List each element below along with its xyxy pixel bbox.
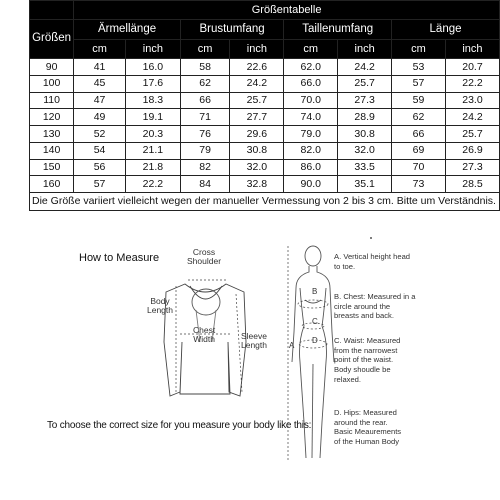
value-cell: 66.0	[284, 75, 338, 92]
size-cell: 90	[30, 59, 74, 76]
table-unit-row	[30, 40, 500, 59]
figure-letter-c: C	[312, 317, 318, 326]
value-cell: 22.2	[125, 176, 180, 193]
size-chart-table	[29, 0, 500, 211]
value-cell: 41	[74, 59, 126, 76]
value-cell: 28.5	[445, 176, 499, 193]
value-cell: 21.1	[125, 142, 180, 159]
value-cell: 52	[74, 126, 126, 143]
value-cell: 70.0	[284, 92, 338, 109]
value-cell: 27.3	[338, 92, 392, 109]
legend-letter: A.	[334, 252, 342, 261]
value-cell: 90.0	[284, 176, 338, 193]
body-length-text: Body Length	[147, 296, 173, 315]
value-cell: 57	[392, 75, 446, 92]
value-cell: 16.0	[125, 59, 180, 76]
value-cell: 70	[392, 159, 446, 176]
value-cell: 27.3	[445, 159, 499, 176]
value-cell: 66	[180, 92, 230, 109]
group-header-length: Länge	[392, 20, 500, 40]
legend-item-b	[334, 292, 444, 321]
legend-letter: C.	[334, 336, 342, 345]
table-row	[30, 109, 500, 126]
value-cell: 74.0	[284, 109, 338, 126]
value-cell: 19.1	[125, 109, 180, 126]
value-cell: 25.7	[230, 92, 284, 109]
legend-item-c	[334, 336, 444, 385]
value-cell: 69	[392, 142, 446, 159]
unit-header: cm	[180, 40, 230, 59]
chest-width-text: Chest Width	[193, 325, 216, 344]
size-cell: 130	[30, 126, 74, 143]
value-cell: 17.6	[125, 75, 180, 92]
value-cell: 45	[74, 75, 126, 92]
figure-letter-a: A	[289, 341, 295, 350]
how-to-measure-title: How to Measure	[79, 252, 160, 264]
legend-item-d	[334, 408, 444, 447]
figure-letter-d: D	[312, 336, 318, 345]
value-cell: 20.7	[445, 59, 499, 76]
value-cell: 30.8	[338, 126, 392, 143]
value-cell: 32.0	[338, 142, 392, 159]
table-row	[30, 75, 500, 92]
size-cell: 150	[30, 159, 74, 176]
value-cell: 56	[74, 159, 126, 176]
table-body	[30, 59, 500, 193]
size-cell: 160	[30, 176, 74, 193]
value-cell: 62	[392, 109, 446, 126]
value-cell: 49	[74, 109, 126, 126]
value-cell: 33.5	[338, 159, 392, 176]
unit-header: inch	[445, 40, 499, 59]
table-group-header-row	[30, 20, 500, 40]
note-row	[30, 193, 500, 211]
value-cell: 73	[392, 176, 446, 193]
value-cell: 18.3	[125, 92, 180, 109]
value-cell: 24.2	[445, 109, 499, 126]
value-cell: 82.0	[284, 142, 338, 159]
table-row	[30, 159, 500, 176]
legend-text: Hips: Measured around the rear. Basic Meaurements of the Human Body	[334, 408, 402, 447]
value-cell: 24.2	[338, 59, 392, 76]
value-cell: 29.6	[230, 126, 284, 143]
value-cell: 26.9	[445, 142, 499, 159]
group-header-sleeve: Ärmellänge	[74, 20, 181, 40]
value-cell: 79.0	[284, 126, 338, 143]
value-cell: 20.3	[125, 126, 180, 143]
value-cell: 32.8	[230, 176, 284, 193]
value-cell: 22.2	[445, 75, 499, 92]
size-cell: 120	[30, 109, 74, 126]
value-cell: 71	[180, 109, 230, 126]
legend-text: Vertical height head to toe.	[334, 252, 411, 271]
value-cell: 53	[392, 59, 446, 76]
group-header-chest: Brustumfang	[180, 20, 283, 40]
legend-letter: D.	[334, 408, 342, 417]
value-cell: 54	[74, 142, 126, 159]
table-title: Größentabelle	[74, 1, 500, 20]
value-cell: 24.2	[230, 75, 284, 92]
legend-text: Chest: Measured in a circle around the breasts and back.	[334, 292, 416, 321]
table-row	[30, 59, 500, 76]
unit-header: cm	[74, 40, 126, 59]
size-cell: 110	[30, 92, 74, 109]
table-row	[30, 126, 500, 143]
value-cell: 62	[180, 75, 230, 92]
value-cell: 59	[392, 92, 446, 109]
value-cell: 21.8	[125, 159, 180, 176]
value-cell: 66	[392, 126, 446, 143]
table-title-row	[30, 1, 500, 20]
value-cell: 25.7	[338, 75, 392, 92]
table-row	[30, 92, 500, 109]
unit-header: inch	[230, 40, 284, 59]
unit-header: inch	[338, 40, 392, 59]
value-cell: 82	[180, 159, 230, 176]
size-cell: 100	[30, 75, 74, 92]
value-cell: 35.1	[338, 176, 392, 193]
value-cell: 76	[180, 126, 230, 143]
value-cell: 57	[74, 176, 126, 193]
value-cell: 79	[180, 142, 230, 159]
value-cell: 30.8	[230, 142, 284, 159]
instruction-text: To choose the correct size for you measure your body like this:	[47, 420, 312, 431]
group-header-waist: Taillenumfang	[284, 20, 392, 40]
size-cell: 140	[30, 142, 74, 159]
sleeve-length-text: Sleeve Length	[241, 331, 267, 350]
value-cell: 28.9	[338, 109, 392, 126]
legend-item-a	[334, 252, 444, 271]
legend-letter: B.	[334, 292, 342, 301]
unit-header: cm	[284, 40, 338, 59]
value-cell: 84	[180, 176, 230, 193]
figure-letter-b: B	[312, 287, 318, 296]
value-cell: 86.0	[284, 159, 338, 176]
cross-shoulder-text: Cross Shoulder	[187, 247, 222, 266]
size-note: Die Größe variiert vielleicht wegen der manueller Vermessung von 2 bis 3 cm. Bitte um Verständnis.	[30, 193, 500, 211]
value-cell: 23.0	[445, 92, 499, 109]
value-cell: 58	[180, 59, 230, 76]
legend-text: Waist: Measured from the narrowest point of the waist. Body shoudle be relaxed.	[334, 336, 401, 384]
unit-header: cm	[392, 40, 446, 59]
measurement-guide	[0, 222, 500, 500]
value-cell: 27.7	[230, 109, 284, 126]
value-cell: 22.6	[230, 59, 284, 76]
value-cell: 62.0	[284, 59, 338, 76]
value-cell: 47	[74, 92, 126, 109]
table-row	[30, 142, 500, 159]
value-cell: 25.7	[445, 126, 499, 143]
value-cell: 32.0	[230, 159, 284, 176]
table-row	[30, 176, 500, 193]
unit-header: inch	[125, 40, 180, 59]
size-column-header: Größen	[30, 20, 74, 59]
